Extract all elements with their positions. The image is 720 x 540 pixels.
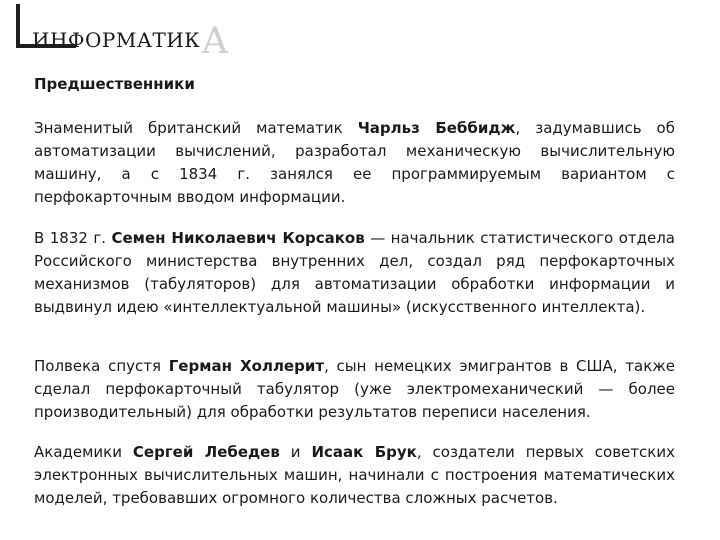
logo-word: ИНФОРМАТИК bbox=[32, 28, 201, 52]
paragraph-hollerith bbox=[34, 355, 675, 424]
paragraph-korsakov bbox=[34, 227, 675, 319]
text-run: , задумавшись об автоматизации вычислений, разработал механическую вычислительную машину, а с 1834 г. занялся ее программируемым вариантом с перфокарточным вводом информации. bbox=[34, 119, 675, 206]
text-run: и bbox=[279, 443, 312, 461]
name-korsakov: Семен Николаевич Корсаков bbox=[111, 229, 365, 247]
text-run: Знаменитый британский математик bbox=[34, 119, 358, 137]
name-lebedev: Сергей Лебедев bbox=[132, 443, 280, 461]
name-babbage: Чарльз Беббидж bbox=[357, 119, 516, 137]
section-heading: Предшественники bbox=[34, 75, 195, 93]
name-bruk: Исаак Брук bbox=[311, 443, 417, 461]
text-run: В 1832 г. bbox=[34, 229, 112, 247]
logo-accent-letter: А bbox=[201, 21, 229, 62]
text-run: , сын немецких эмигрантов в США, также сделал перфокарточный табулятор (уже электромеханический — более производительный) для обработки результатов переписи населения. bbox=[34, 357, 675, 421]
logo-bar-decoration bbox=[16, 4, 20, 48]
text-run: — начальник статистического отдела Российского министерства внутренних дел, создал ряд перфокарточных механизмов (табуляторов) для автоматизации обработки информации и выдвинул идею «интеллектуальной машины» (искусственного интеллекта). bbox=[34, 229, 675, 316]
paragraph-lebedev-bruk bbox=[34, 441, 675, 510]
text-run: Академики bbox=[34, 443, 133, 461]
logo-text bbox=[32, 15, 229, 62]
text-run: , создатели первых советских электронных вычислительных машин, начинали с построения математических моделей, требовавших огромного количества сложных расчетов. bbox=[34, 443, 675, 507]
paragraph-babbage bbox=[34, 117, 675, 209]
name-hollerith: Герман Холлерит bbox=[168, 357, 325, 375]
text-run: Полвека спустя bbox=[34, 357, 169, 375]
